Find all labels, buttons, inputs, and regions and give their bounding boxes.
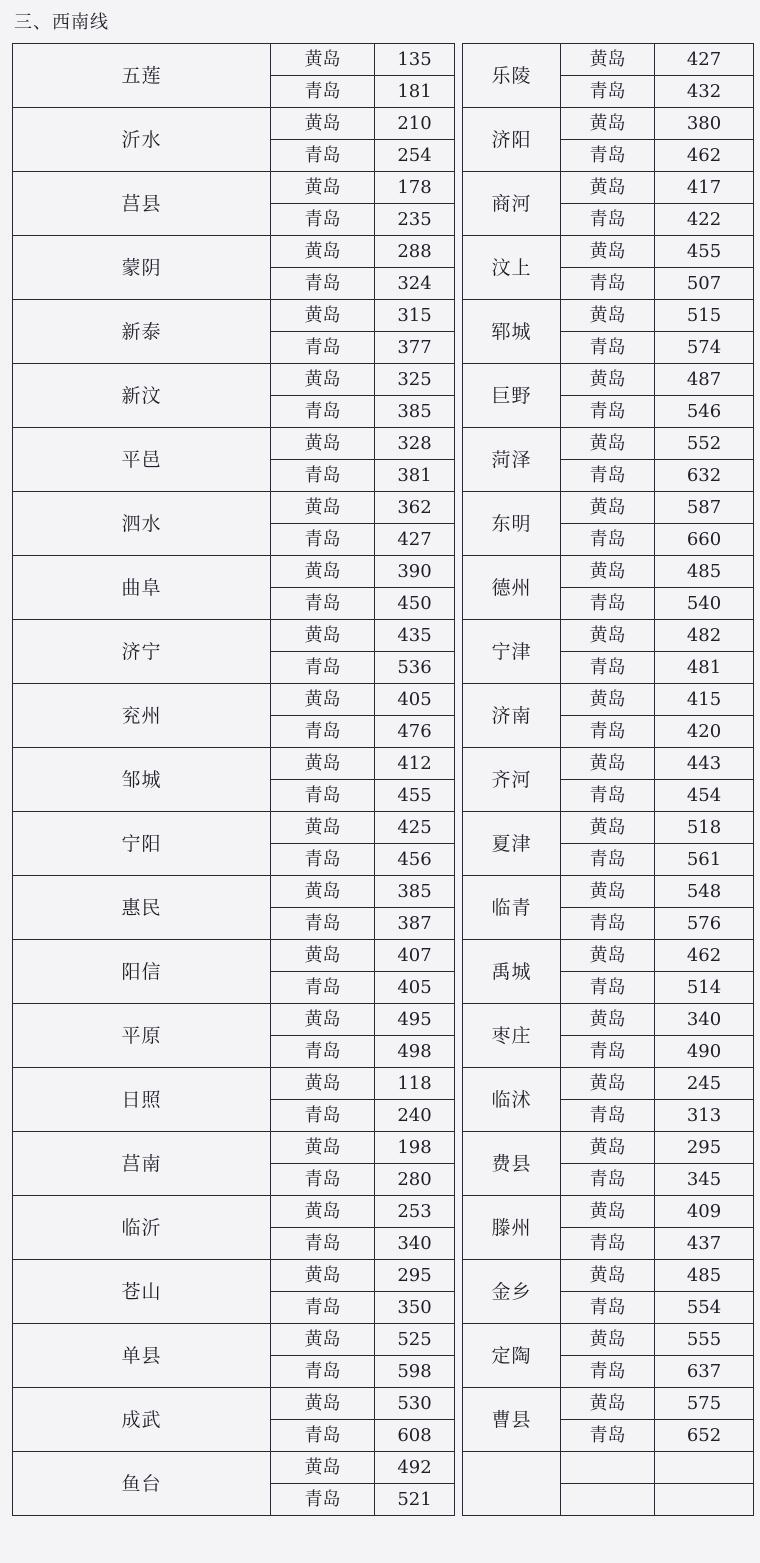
freight-value: 490 bbox=[655, 1036, 754, 1068]
port-name: 黄岛 bbox=[561, 940, 655, 972]
port-name: 青岛 bbox=[561, 460, 655, 492]
city-name: 阳信 bbox=[13, 940, 271, 1004]
port-name: 青岛 bbox=[561, 652, 655, 684]
port-name: 青岛 bbox=[561, 396, 655, 428]
port-name: 青岛 bbox=[561, 524, 655, 556]
port-name: 黄岛 bbox=[271, 748, 375, 780]
city-name: 临沂 bbox=[13, 1196, 271, 1260]
city-name: 沂水 bbox=[13, 108, 271, 172]
port-name: 黄岛 bbox=[561, 1132, 655, 1164]
city-name: 巨野 bbox=[463, 364, 561, 428]
city-name: 商河 bbox=[463, 172, 561, 236]
port-name: 黄岛 bbox=[271, 812, 375, 844]
city-name: 成武 bbox=[13, 1388, 271, 1452]
freight-value: 380 bbox=[655, 108, 754, 140]
table-row bbox=[13, 1068, 754, 1100]
city-name: 济宁 bbox=[13, 620, 271, 684]
freight-value: 455 bbox=[655, 236, 754, 268]
city-name: 临青 bbox=[463, 876, 561, 940]
freight-value: 485 bbox=[655, 1260, 754, 1292]
port-name: 黄岛 bbox=[271, 1324, 375, 1356]
freight-value: 561 bbox=[655, 844, 754, 876]
freight-value: 254 bbox=[375, 140, 455, 172]
port-name: 黄岛 bbox=[561, 620, 655, 652]
table-row bbox=[13, 492, 754, 524]
port-name: 青岛 bbox=[271, 844, 375, 876]
city-name: 宁阳 bbox=[13, 812, 271, 876]
table-row bbox=[13, 1388, 754, 1420]
port-name: 青岛 bbox=[561, 1100, 655, 1132]
freight-value: 412 bbox=[375, 748, 455, 780]
city-name: 新汶 bbox=[13, 364, 271, 428]
port-name: 青岛 bbox=[271, 652, 375, 684]
port-name: 青岛 bbox=[271, 1036, 375, 1068]
port-name: 黄岛 bbox=[271, 108, 375, 140]
city-name: 滕州 bbox=[463, 1196, 561, 1260]
freight-value: 587 bbox=[655, 492, 754, 524]
freight-value: 425 bbox=[375, 812, 455, 844]
freight-value: 118 bbox=[375, 1068, 455, 1100]
port-name: 黄岛 bbox=[271, 1388, 375, 1420]
freight-value: 362 bbox=[375, 492, 455, 524]
port-name: 黄岛 bbox=[561, 108, 655, 140]
port-name: 青岛 bbox=[271, 716, 375, 748]
freight-value: 495 bbox=[375, 1004, 455, 1036]
port-name: 黄岛 bbox=[561, 1004, 655, 1036]
port-name bbox=[561, 1452, 655, 1484]
table-row bbox=[13, 44, 754, 76]
freight-value: 462 bbox=[655, 940, 754, 972]
freight-value: 515 bbox=[655, 300, 754, 332]
port-name: 黄岛 bbox=[561, 364, 655, 396]
table-row bbox=[13, 1452, 754, 1484]
freight-value: 324 bbox=[375, 268, 455, 300]
freight-value: 514 bbox=[655, 972, 754, 1004]
city-name: 平邑 bbox=[13, 428, 271, 492]
port-name: 青岛 bbox=[271, 780, 375, 812]
port-name: 黄岛 bbox=[561, 44, 655, 76]
freight-value: 487 bbox=[655, 364, 754, 396]
freight-value: 313 bbox=[655, 1100, 754, 1132]
city-name: 菏泽 bbox=[463, 428, 561, 492]
city-name: 枣庄 bbox=[463, 1004, 561, 1068]
city-name: 邹城 bbox=[13, 748, 271, 812]
freight-value: 405 bbox=[375, 972, 455, 1004]
table-row bbox=[13, 236, 754, 268]
freight-value: 521 bbox=[375, 1484, 455, 1516]
column-divider bbox=[455, 44, 463, 1516]
port-name: 黄岛 bbox=[561, 1388, 655, 1420]
freight-value: 377 bbox=[375, 332, 455, 364]
port-name: 青岛 bbox=[561, 76, 655, 108]
freight-value: 390 bbox=[375, 556, 455, 588]
port-name: 黄岛 bbox=[271, 364, 375, 396]
freight-value: 315 bbox=[375, 300, 455, 332]
city-name: 济南 bbox=[463, 684, 561, 748]
port-name: 青岛 bbox=[271, 908, 375, 940]
table-row bbox=[13, 876, 754, 908]
table-row bbox=[13, 556, 754, 588]
port-name: 黄岛 bbox=[271, 428, 375, 460]
city-name: 乐陵 bbox=[463, 44, 561, 108]
city-name: 宁津 bbox=[463, 620, 561, 684]
port-name: 黄岛 bbox=[561, 684, 655, 716]
port-name: 青岛 bbox=[271, 332, 375, 364]
freight-value: 432 bbox=[655, 76, 754, 108]
freight-value: 454 bbox=[655, 780, 754, 812]
freight-value: 345 bbox=[655, 1164, 754, 1196]
port-name: 黄岛 bbox=[271, 1196, 375, 1228]
port-name: 黄岛 bbox=[561, 876, 655, 908]
port-name: 黄岛 bbox=[271, 1452, 375, 1484]
freight-value: 181 bbox=[375, 76, 455, 108]
city-name: 平原 bbox=[13, 1004, 271, 1068]
port-name: 青岛 bbox=[561, 1292, 655, 1324]
port-name: 青岛 bbox=[271, 1100, 375, 1132]
freight-value: 340 bbox=[655, 1004, 754, 1036]
freight-value: 456 bbox=[375, 844, 455, 876]
table-body bbox=[13, 44, 754, 1516]
city-name: 金乡 bbox=[463, 1260, 561, 1324]
freight-value: 546 bbox=[655, 396, 754, 428]
city-name: 莒县 bbox=[13, 172, 271, 236]
city-name: 曲阜 bbox=[13, 556, 271, 620]
freight-table bbox=[12, 43, 754, 1516]
table-row bbox=[13, 1132, 754, 1164]
port-name: 黄岛 bbox=[561, 428, 655, 460]
port-name: 黄岛 bbox=[561, 1324, 655, 1356]
port-name: 青岛 bbox=[561, 1228, 655, 1260]
freight-value: 135 bbox=[375, 44, 455, 76]
freight-value: 518 bbox=[655, 812, 754, 844]
freight-value bbox=[655, 1452, 754, 1484]
city-name: 德州 bbox=[463, 556, 561, 620]
port-name: 青岛 bbox=[271, 1484, 375, 1516]
freight-value: 427 bbox=[655, 44, 754, 76]
port-name: 黄岛 bbox=[271, 1004, 375, 1036]
port-name: 青岛 bbox=[271, 972, 375, 1004]
section-heading: 三、西南线 bbox=[14, 12, 109, 33]
port-name: 青岛 bbox=[561, 268, 655, 300]
freight-value: 485 bbox=[655, 556, 754, 588]
port-name: 黄岛 bbox=[271, 620, 375, 652]
table-row bbox=[13, 748, 754, 780]
freight-value: 450 bbox=[375, 588, 455, 620]
city-name: 日照 bbox=[13, 1068, 271, 1132]
freight-value: 555 bbox=[655, 1324, 754, 1356]
port-name: 黄岛 bbox=[561, 556, 655, 588]
freight-value: 328 bbox=[375, 428, 455, 460]
freight-value: 325 bbox=[375, 364, 455, 396]
city-name: 济阳 bbox=[463, 108, 561, 172]
port-name: 黄岛 bbox=[271, 236, 375, 268]
freight-value: 507 bbox=[655, 268, 754, 300]
city-name: 五莲 bbox=[13, 44, 271, 108]
freight-value: 652 bbox=[655, 1420, 754, 1452]
port-name: 青岛 bbox=[561, 204, 655, 236]
city-name: 定陶 bbox=[463, 1324, 561, 1388]
freight-value: 235 bbox=[375, 204, 455, 236]
table-row bbox=[13, 684, 754, 716]
port-name: 青岛 bbox=[271, 140, 375, 172]
freight-value: 492 bbox=[375, 1452, 455, 1484]
table-row bbox=[13, 428, 754, 460]
city-name: 临沭 bbox=[463, 1068, 561, 1132]
port-name: 黄岛 bbox=[271, 1068, 375, 1100]
freight-value: 405 bbox=[375, 684, 455, 716]
port-name: 黄岛 bbox=[271, 300, 375, 332]
city-name: 苍山 bbox=[13, 1260, 271, 1324]
port-name: 黄岛 bbox=[271, 684, 375, 716]
freight-value: 409 bbox=[655, 1196, 754, 1228]
city-name: 蒙阴 bbox=[13, 236, 271, 300]
freight-value: 530 bbox=[375, 1388, 455, 1420]
freight-value: 598 bbox=[375, 1356, 455, 1388]
port-name: 黄岛 bbox=[561, 300, 655, 332]
port-name: 黄岛 bbox=[561, 1260, 655, 1292]
freight-value: 498 bbox=[375, 1036, 455, 1068]
port-name: 青岛 bbox=[271, 1292, 375, 1324]
port-name: 青岛 bbox=[561, 908, 655, 940]
freight-value: 210 bbox=[375, 108, 455, 140]
port-name: 黄岛 bbox=[561, 492, 655, 524]
freight-value: 476 bbox=[375, 716, 455, 748]
port-name: 黄岛 bbox=[271, 172, 375, 204]
freight-value: 575 bbox=[655, 1388, 754, 1420]
city-name: 兖州 bbox=[13, 684, 271, 748]
city-name: 鱼台 bbox=[13, 1452, 271, 1516]
port-name: 青岛 bbox=[271, 1164, 375, 1196]
freight-value: 350 bbox=[375, 1292, 455, 1324]
freight-value: 381 bbox=[375, 460, 455, 492]
port-name: 黄岛 bbox=[561, 1196, 655, 1228]
freight-value: 340 bbox=[375, 1228, 455, 1260]
freight-value: 427 bbox=[375, 524, 455, 556]
freight-value: 387 bbox=[375, 908, 455, 940]
freight-value: 295 bbox=[655, 1132, 754, 1164]
freight-value: 420 bbox=[655, 716, 754, 748]
table-row bbox=[13, 364, 754, 396]
table-row bbox=[13, 1196, 754, 1228]
table-row bbox=[13, 812, 754, 844]
table-row bbox=[13, 1260, 754, 1292]
port-name: 青岛 bbox=[561, 588, 655, 620]
port-name: 黄岛 bbox=[271, 492, 375, 524]
freight-value: 552 bbox=[655, 428, 754, 460]
city-name: 莒南 bbox=[13, 1132, 271, 1196]
city-name: 东明 bbox=[463, 492, 561, 556]
city-name: 汶上 bbox=[463, 236, 561, 300]
freight-value: 525 bbox=[375, 1324, 455, 1356]
freight-value: 481 bbox=[655, 652, 754, 684]
port-name: 黄岛 bbox=[271, 1260, 375, 1292]
port-name: 黄岛 bbox=[561, 236, 655, 268]
freight-value: 253 bbox=[375, 1196, 455, 1228]
freight-value: 443 bbox=[655, 748, 754, 780]
port-name: 黄岛 bbox=[271, 44, 375, 76]
port-name: 青岛 bbox=[561, 1420, 655, 1452]
city-name: 郓城 bbox=[463, 300, 561, 364]
city-name: 齐河 bbox=[463, 748, 561, 812]
freight-value: 462 bbox=[655, 140, 754, 172]
port-name: 青岛 bbox=[561, 972, 655, 1004]
port-name: 黄岛 bbox=[271, 940, 375, 972]
freight-value: 240 bbox=[375, 1100, 455, 1132]
freight-value: 178 bbox=[375, 172, 455, 204]
freight-value: 576 bbox=[655, 908, 754, 940]
port-name: 黄岛 bbox=[561, 1068, 655, 1100]
port-name: 黄岛 bbox=[561, 172, 655, 204]
port-name: 黄岛 bbox=[271, 556, 375, 588]
port-name: 青岛 bbox=[271, 396, 375, 428]
table-row bbox=[13, 940, 754, 972]
port-name: 青岛 bbox=[271, 588, 375, 620]
freight-value: 288 bbox=[375, 236, 455, 268]
port-name: 黄岛 bbox=[271, 876, 375, 908]
port-name: 青岛 bbox=[561, 332, 655, 364]
port-name: 青岛 bbox=[561, 140, 655, 172]
port-name: 青岛 bbox=[561, 1036, 655, 1068]
freight-value: 198 bbox=[375, 1132, 455, 1164]
port-name: 青岛 bbox=[271, 460, 375, 492]
port-name: 黄岛 bbox=[271, 1132, 375, 1164]
port-name: 青岛 bbox=[561, 844, 655, 876]
port-name: 青岛 bbox=[271, 1356, 375, 1388]
port-name bbox=[561, 1484, 655, 1516]
freight-value: 417 bbox=[655, 172, 754, 204]
table-row bbox=[13, 620, 754, 652]
table-row bbox=[13, 1324, 754, 1356]
table-row bbox=[13, 300, 754, 332]
freight-value: 422 bbox=[655, 204, 754, 236]
city-name bbox=[463, 1452, 561, 1516]
freight-value: 415 bbox=[655, 684, 754, 716]
freight-value: 608 bbox=[375, 1420, 455, 1452]
freight-value: 437 bbox=[655, 1228, 754, 1260]
city-name: 泗水 bbox=[13, 492, 271, 556]
freight-value: 632 bbox=[655, 460, 754, 492]
freight-value bbox=[655, 1484, 754, 1516]
freight-value: 548 bbox=[655, 876, 754, 908]
port-name: 青岛 bbox=[561, 780, 655, 812]
freight-value: 482 bbox=[655, 620, 754, 652]
city-name: 惠民 bbox=[13, 876, 271, 940]
freight-value: 660 bbox=[655, 524, 754, 556]
port-name: 青岛 bbox=[271, 1420, 375, 1452]
port-name: 青岛 bbox=[561, 716, 655, 748]
freight-value: 295 bbox=[375, 1260, 455, 1292]
port-name: 青岛 bbox=[271, 524, 375, 556]
freight-value: 540 bbox=[655, 588, 754, 620]
freight-value: 245 bbox=[655, 1068, 754, 1100]
freight-value: 455 bbox=[375, 780, 455, 812]
freight-value: 554 bbox=[655, 1292, 754, 1324]
city-name: 单县 bbox=[13, 1324, 271, 1388]
table-row bbox=[13, 1004, 754, 1036]
table-row bbox=[13, 172, 754, 204]
freight-value: 637 bbox=[655, 1356, 754, 1388]
city-name: 夏津 bbox=[463, 812, 561, 876]
city-name: 新泰 bbox=[13, 300, 271, 364]
port-name: 青岛 bbox=[271, 1228, 375, 1260]
port-name: 青岛 bbox=[561, 1356, 655, 1388]
freight-value: 407 bbox=[375, 940, 455, 972]
port-name: 黄岛 bbox=[561, 748, 655, 780]
port-name: 青岛 bbox=[271, 268, 375, 300]
freight-value: 435 bbox=[375, 620, 455, 652]
port-name: 黄岛 bbox=[561, 812, 655, 844]
port-name: 青岛 bbox=[561, 1164, 655, 1196]
city-name: 禹城 bbox=[463, 940, 561, 1004]
table-row bbox=[13, 108, 754, 140]
freight-value: 280 bbox=[375, 1164, 455, 1196]
freight-value: 385 bbox=[375, 876, 455, 908]
city-name: 费县 bbox=[463, 1132, 561, 1196]
port-name: 青岛 bbox=[271, 204, 375, 236]
freight-value: 574 bbox=[655, 332, 754, 364]
city-name: 曹县 bbox=[463, 1388, 561, 1452]
freight-value: 536 bbox=[375, 652, 455, 684]
port-name: 青岛 bbox=[271, 76, 375, 108]
freight-value: 385 bbox=[375, 396, 455, 428]
